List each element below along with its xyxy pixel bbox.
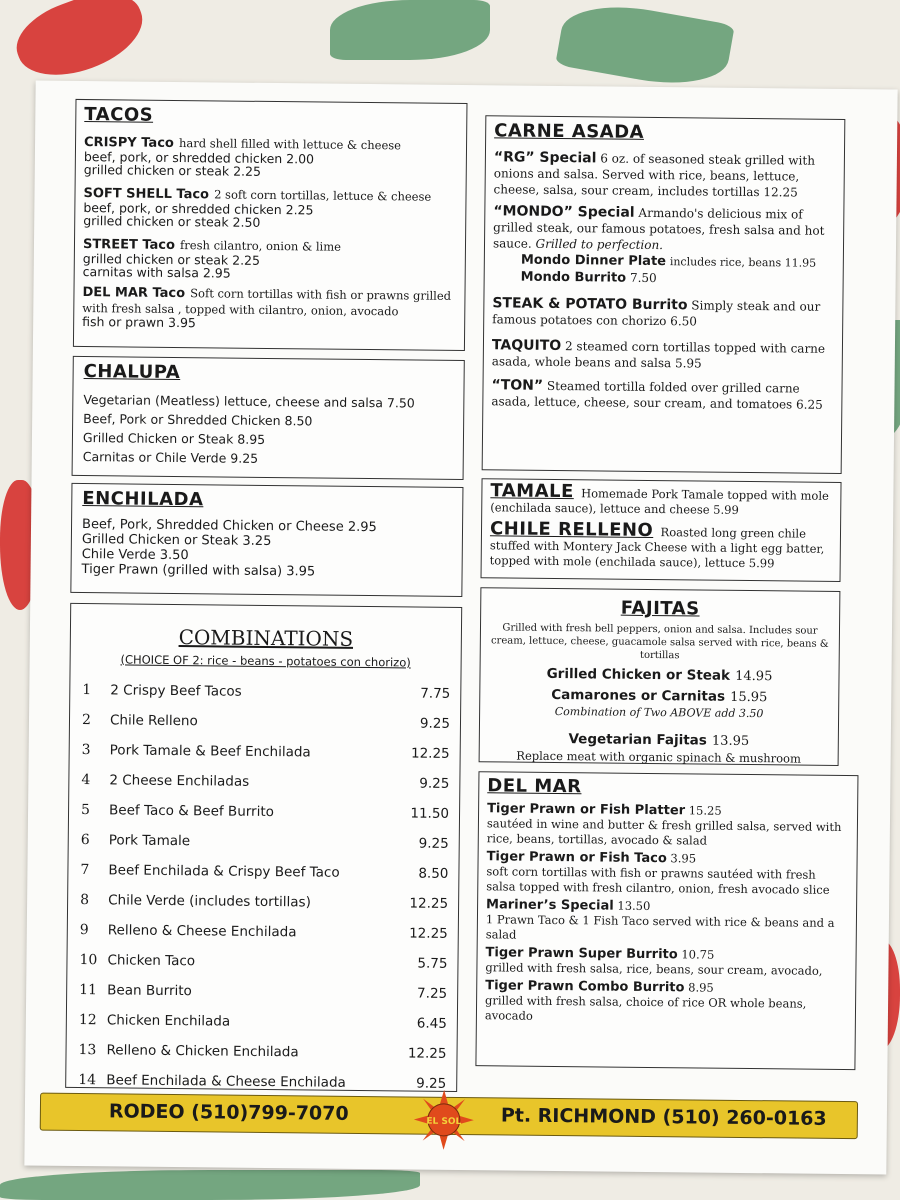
menu-item	[487, 801, 849, 850]
table-row	[69, 802, 459, 822]
enchilada-heading: ENCHILADA	[82, 488, 204, 511]
combo-number: 9	[79, 922, 89, 939]
combo-name: 2 Cheese Enchiladas	[109, 772, 250, 790]
item-name: Mondo Burrito	[520, 269, 627, 286]
combo-name: Chile Verde (includes tortillas)	[108, 892, 311, 911]
item-name: STEAK & POTATO Burrito	[492, 295, 688, 314]
table-row	[69, 832, 459, 852]
item-desc: Simply steak and our famous potatoes con chorizo 6.50	[492, 298, 821, 329]
fajitas-heading: FAJITAS	[620, 597, 700, 620]
item-name: Grilled Chicken or Steak	[546, 665, 731, 684]
item-name: Mariner’s Special	[486, 897, 614, 914]
list-item: Chile Verde 3.50	[81, 547, 189, 564]
combo-note: Combination of Two ABOVE add 3.50	[554, 704, 764, 721]
item-line: beef, pork, or shredded chicken 2.25	[83, 200, 314, 218]
logo-text: EL SOL	[426, 1116, 462, 1128]
combo-name: Chicken Taco	[107, 952, 196, 970]
menu-item	[486, 849, 848, 898]
menu-item	[492, 337, 834, 373]
item-name: CRISPY Taco	[83, 135, 174, 151]
menu-item	[485, 978, 847, 1027]
table-row	[66, 1072, 456, 1092]
menu-item	[486, 897, 848, 946]
item-name: DEL MAR Taco	[82, 285, 186, 302]
table-row	[68, 892, 458, 912]
item-name: Tiger Prawn or Fish Taco	[486, 849, 667, 867]
chile-relleno-heading: CHILE RELLENO	[489, 518, 654, 542]
item-name: TAQUITO	[491, 337, 562, 355]
table-row	[70, 712, 460, 732]
combinations-heading: COMBINATIONS	[178, 625, 354, 651]
item-desc: sautéed in wine and butter & fresh grilled salsa, served with rice, beans, tortillas, avocado & salad	[486, 816, 842, 848]
item-desc: grilled with fresh salsa, choice of rice OR whole beans, avocado	[484, 993, 807, 1023]
combo-price: 12.25	[409, 895, 449, 912]
combo-name: Chile Relleno	[109, 712, 198, 730]
table-row	[67, 982, 457, 1002]
table-row	[70, 742, 460, 762]
leaf-pattern	[555, 0, 735, 94]
list-item: Grilled Chicken or Steak 3.25	[81, 532, 272, 550]
combo-price: 5.75	[417, 955, 448, 972]
item-name: “TON”	[491, 377, 544, 394]
sun-logo-icon	[414, 1090, 475, 1151]
item-price: 14.95	[735, 668, 773, 685]
combo-name: Bean Burrito	[107, 982, 192, 1000]
table-row	[68, 952, 458, 972]
item-line: fish or prawn 3.95	[82, 314, 196, 331]
item-desc: Roasted long green chile stuffed with Montery Jack Cheese with a light egg batter, topped with mole (enchilada sauce), lettuce 5.99	[489, 525, 825, 571]
tamale-section	[481, 478, 842, 582]
combo-number: 12	[78, 1012, 97, 1029]
item-name: STREET Taco	[82, 237, 176, 253]
leaf-pattern	[330, 0, 490, 60]
combo-price: 9.25	[419, 715, 451, 732]
combo-name: Pork Tamale	[108, 832, 191, 850]
table-row	[67, 1012, 457, 1032]
combo-number: 3	[81, 742, 91, 759]
combo-number: 14	[78, 1072, 97, 1089]
item-name: Mondo Dinner Plate	[520, 252, 667, 270]
chalupa-heading: CHALUPA	[83, 361, 181, 384]
fajitas-section	[479, 587, 841, 766]
item-desc: grilled with fresh salsa, rice, beans, sour cream, avocado,	[485, 960, 823, 978]
item-desc: 2 steamed corn tortillas topped with carne asada, whole beans and salsa 5.95	[491, 339, 826, 371]
combo-price: 11.50	[410, 805, 450, 822]
item-desc: 1 Prawn Taco & 1 Fish Taco served with rice & beans and a salad	[485, 912, 835, 942]
tacos-heading: TACOS	[84, 104, 154, 126]
combo-number: 10	[79, 952, 98, 969]
combo-number: 7	[80, 862, 90, 879]
item-line: carnitas with salsa 2.95	[82, 264, 231, 281]
menu-item	[491, 377, 833, 413]
item-price: 15.95	[730, 689, 768, 706]
list-item: Tiger Prawn (grilled with salsa) 3.95	[81, 562, 316, 580]
combo-name: Relleno & Cheese Enchilada	[107, 922, 297, 941]
combinations-subheading: (CHOICE OF 2: rice - beans - potatoes con chorizo)	[120, 652, 411, 670]
combo-name: Relleno & Chicken Enchilada	[106, 1042, 299, 1061]
item-desc: Homemade Pork Tamale topped with mole (enchilada sauce), lettuce and cheese 5.99	[490, 486, 829, 517]
table-row	[70, 682, 460, 702]
menu-item	[493, 203, 836, 289]
table-row	[69, 772, 459, 792]
item-line: grilled chicken or steak 2.25	[83, 162, 262, 179]
item-name: Tiger Prawn Combo Burrito	[485, 978, 685, 996]
item-name: “MONDO” Special	[493, 203, 635, 221]
item-line: grilled chicken or steak 2.50	[83, 213, 261, 230]
list-item: Grilled Chicken or Steak 8.95	[82, 430, 266, 447]
item-line: grilled chicken or steak 2.25	[82, 251, 261, 268]
combo-number: 6	[80, 832, 90, 849]
combo-number: 13	[78, 1042, 97, 1059]
footer-bar	[40, 1093, 858, 1140]
item-desc: Replace meat with organic spinach & mushroom	[516, 748, 802, 766]
combo-number: 2	[81, 712, 92, 729]
item-line: beef, pork, or shredded chicken 2.00	[83, 149, 315, 167]
item-price: 13.95	[711, 733, 750, 750]
combo-name: Pork Tamale & Beef Enchilada	[109, 742, 311, 761]
combinations-section	[65, 603, 462, 1092]
combo-price: 12.25	[407, 1045, 447, 1062]
item-name: “RG” Special	[493, 149, 597, 167]
menu-item	[82, 284, 456, 332]
table-row	[68, 922, 458, 942]
combo-number: 5	[80, 802, 91, 819]
combo-number: 8	[80, 892, 90, 909]
combo-price: 9.25	[418, 835, 449, 852]
tacos-section	[73, 99, 468, 351]
item-name: Vegetarian Fajitas	[568, 731, 707, 749]
item-price: 3.95	[670, 851, 697, 866]
item-price: 8.95	[688, 980, 714, 995]
combo-price: 9.25	[419, 775, 450, 792]
combo-price: 12.25	[409, 925, 448, 942]
combo-number: 4	[81, 772, 91, 789]
combo-price: 12.25	[410, 745, 450, 762]
del-mar-section	[475, 771, 858, 1070]
item-name: Camarones or Carnitas	[551, 686, 726, 705]
item-desc: includes rice, beans 11.95	[669, 255, 817, 270]
combo-price: 7.75	[420, 685, 451, 702]
rodeo-phone: RODEO (510)799-7070	[108, 1100, 349, 1125]
combo-price: 9.25	[416, 1075, 447, 1092]
item-desc: Soft corn tortillas with fish or prawns grilled with fresh salsa , topped with cilantro, onion, avocado	[82, 286, 452, 319]
del-mar-heading: DEL MAR	[487, 775, 582, 798]
menu-paper	[24, 81, 897, 1175]
combo-number: 1	[82, 682, 92, 699]
strawberry-pattern	[7, 0, 153, 90]
combo-name: 2 Crispy Beef Tacos	[110, 682, 242, 700]
menu-item	[485, 945, 847, 979]
carne-asada-heading: CARNE ASADA	[494, 120, 645, 143]
item-desc: Armando's delicious mix of grilled steak, our famous potatoes, fresh salsa and hot sauce.	[492, 205, 825, 251]
item-name: Tiger Prawn or Fish Platter	[487, 801, 686, 819]
list-item: Beef, Pork, Shredded Chicken or Cheese 2.95	[81, 517, 377, 536]
menu-item	[494, 149, 836, 201]
tamale-heading: TAMALE	[490, 480, 574, 503]
table-row	[69, 862, 459, 882]
combo-price: 8.50	[418, 865, 449, 882]
item-desc: 6 oz. of seasoned steak grilled with onions and salsa. Served with rice, beans, lettuce, cheese, salsa, sour cream, includes tortillas 12.25	[493, 151, 816, 200]
enchilada-section	[70, 483, 463, 597]
table-row	[67, 1042, 457, 1062]
fajitas-desc: Grilled with fresh bell peppers, onion and salsa. Includes sour cream, lettuce, cheese, guacamole salsa served with rice, beans & tortillas	[490, 622, 829, 662]
combo-name: Beef Enchilada & Crispy Beef Taco	[108, 862, 340, 881]
combo-number: 11	[79, 982, 98, 999]
menu-item	[83, 182, 457, 231]
item-desc: Steamed tortilla folded over grilled carne asada, lettuce, cheese, sour cream, and tomatoes 6.25	[491, 378, 823, 412]
chalupa-section	[72, 356, 465, 480]
combo-price: 7.25	[417, 985, 448, 1002]
item-name: Tiger Prawn Super Burrito	[485, 945, 678, 963]
item-name: SOFT SHELL Taco	[83, 186, 210, 203]
list-item: Beef, Pork or Shredded Chicken 8.50	[83, 411, 313, 429]
combo-name: Chicken Enchilada	[106, 1012, 231, 1030]
list-item: Vegetarian (Meatless) lettuce, cheese and salsa 7.50	[83, 392, 415, 411]
item-price: 10.75	[681, 947, 715, 962]
combo-name: Beef Enchilada & Cheese Enchilada	[106, 1072, 346, 1091]
menu-item	[492, 295, 834, 331]
item-desc: fresh cilantro, onion & lime	[180, 238, 342, 254]
menu-item	[84, 131, 458, 180]
leaf-pattern	[0, 1170, 420, 1200]
item-price: 15.25	[688, 803, 722, 818]
item-desc: hard shell filled with lettuce & cheese	[178, 136, 402, 153]
item-price: 13.50	[617, 898, 651, 913]
menu-item	[83, 233, 457, 282]
richmond-phone: Pt. RICHMOND (510) 260-0163	[500, 1104, 827, 1130]
item-desc: soft corn tortillas with fish or prawns sautéed with fresh salsa topped with fresh cilantro, onion, fresh avocado slice	[486, 864, 830, 897]
list-item: Carnitas or Chile Verde 9.25	[82, 449, 259, 466]
item-price: 7.50	[629, 270, 657, 286]
carne-asada-section	[482, 115, 846, 474]
item-desc-italic: Grilled to perfection.	[535, 236, 664, 253]
combo-price: 6.45	[416, 1015, 447, 1032]
combo-name: Beef Taco & Beef Burrito	[108, 802, 275, 821]
item-desc: 2 soft corn tortillas, lettuce & cheese	[214, 187, 432, 204]
